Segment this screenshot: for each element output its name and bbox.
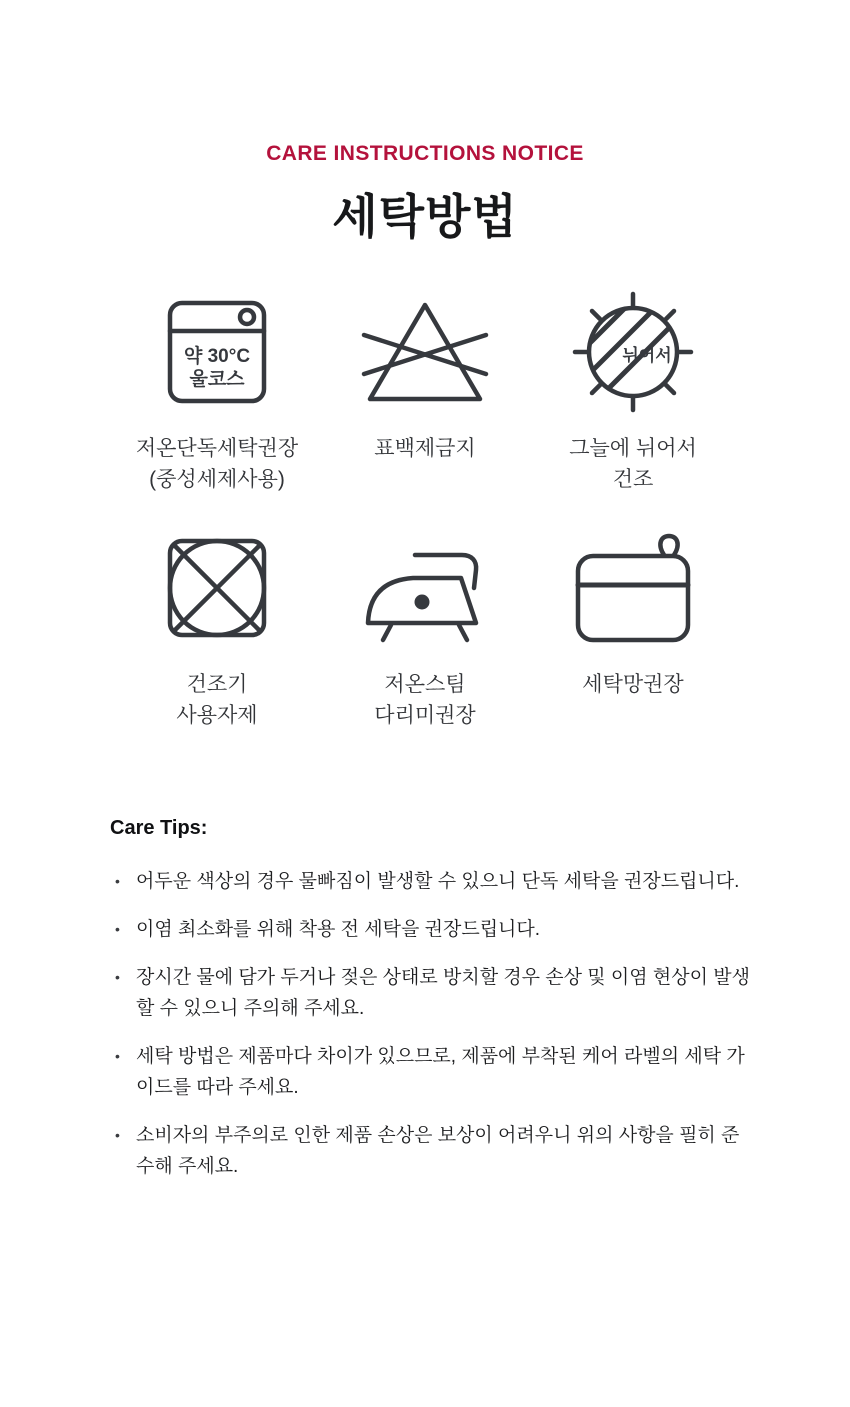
care-item-label: 저온스팀 다리미권장	[374, 673, 476, 727]
shade-flat-dry-icon	[572, 293, 694, 411]
list-item: • 세탁 방법은 제품마다 차이가 있으므로, 제품에 부착된 케어 라벨의 세탁 가이드를 따라 주세요.	[110, 1041, 754, 1103]
low-steam-iron-icon	[355, 529, 495, 647]
svg-text:약 30°C: 약 30°C	[183, 346, 251, 367]
care-item-label: 저온단독세탁권장 (중성세제사용)	[135, 437, 299, 491]
page-title: 세탁방법	[332, 190, 518, 243]
care-item-no-tumble-dry	[113, 529, 321, 731]
care-item-label: 건조기 사용자제	[176, 673, 258, 727]
care-item-wash-low-temp	[113, 293, 321, 495]
list-item: • 이염 최소화를 위해 착용 전 세탁을 권장드립니다.	[110, 914, 754, 945]
care-item-shade-flat-dry	[529, 293, 737, 495]
care-item-low-steam-iron	[321, 529, 529, 731]
eyebrow-heading: CARE INSTRUCTIONS NOTICE	[266, 142, 584, 165]
list-item: • 어두운 색상의 경우 물빠짐이 발생할 수 있으니 단독 세탁을 권장드립니다.	[110, 866, 754, 897]
care-item-no-bleach	[321, 293, 529, 495]
care-tips-section	[110, 817, 754, 1182]
list-item: • 장시간 물에 담가 두거나 젖은 상태로 방치할 경우 손상 및 이염 현상이 발생할 수 있으니 주의해 주세요.	[110, 962, 754, 1024]
no-bleach-icon	[353, 293, 497, 411]
care-item-label: 세탁망권장	[582, 673, 684, 696]
svg-text:뉘어서: 뉘어서	[622, 346, 672, 365]
wash-low-temp-icon	[166, 293, 268, 411]
care-item-label: 표백제금지	[374, 437, 476, 460]
no-tumble-dry-icon	[166, 529, 268, 647]
care-tips-list	[110, 866, 754, 1182]
laundry-net-icon	[572, 529, 694, 647]
svg-text:울코스: 울코스	[189, 369, 245, 390]
care-instructions-page	[0, 142, 850, 1407]
list-item: • 소비자의 부주의로 인한 제품 손상은 보상이 어려우니 위의 사항을 필히 준수해 주세요.	[110, 1120, 754, 1182]
care-symbol-grid	[113, 293, 737, 731]
care-item-label: 그늘에 뉘어서 건조	[569, 437, 697, 491]
care-item-laundry-net	[529, 529, 737, 731]
care-tips-heading: Care Tips:	[110, 817, 208, 839]
